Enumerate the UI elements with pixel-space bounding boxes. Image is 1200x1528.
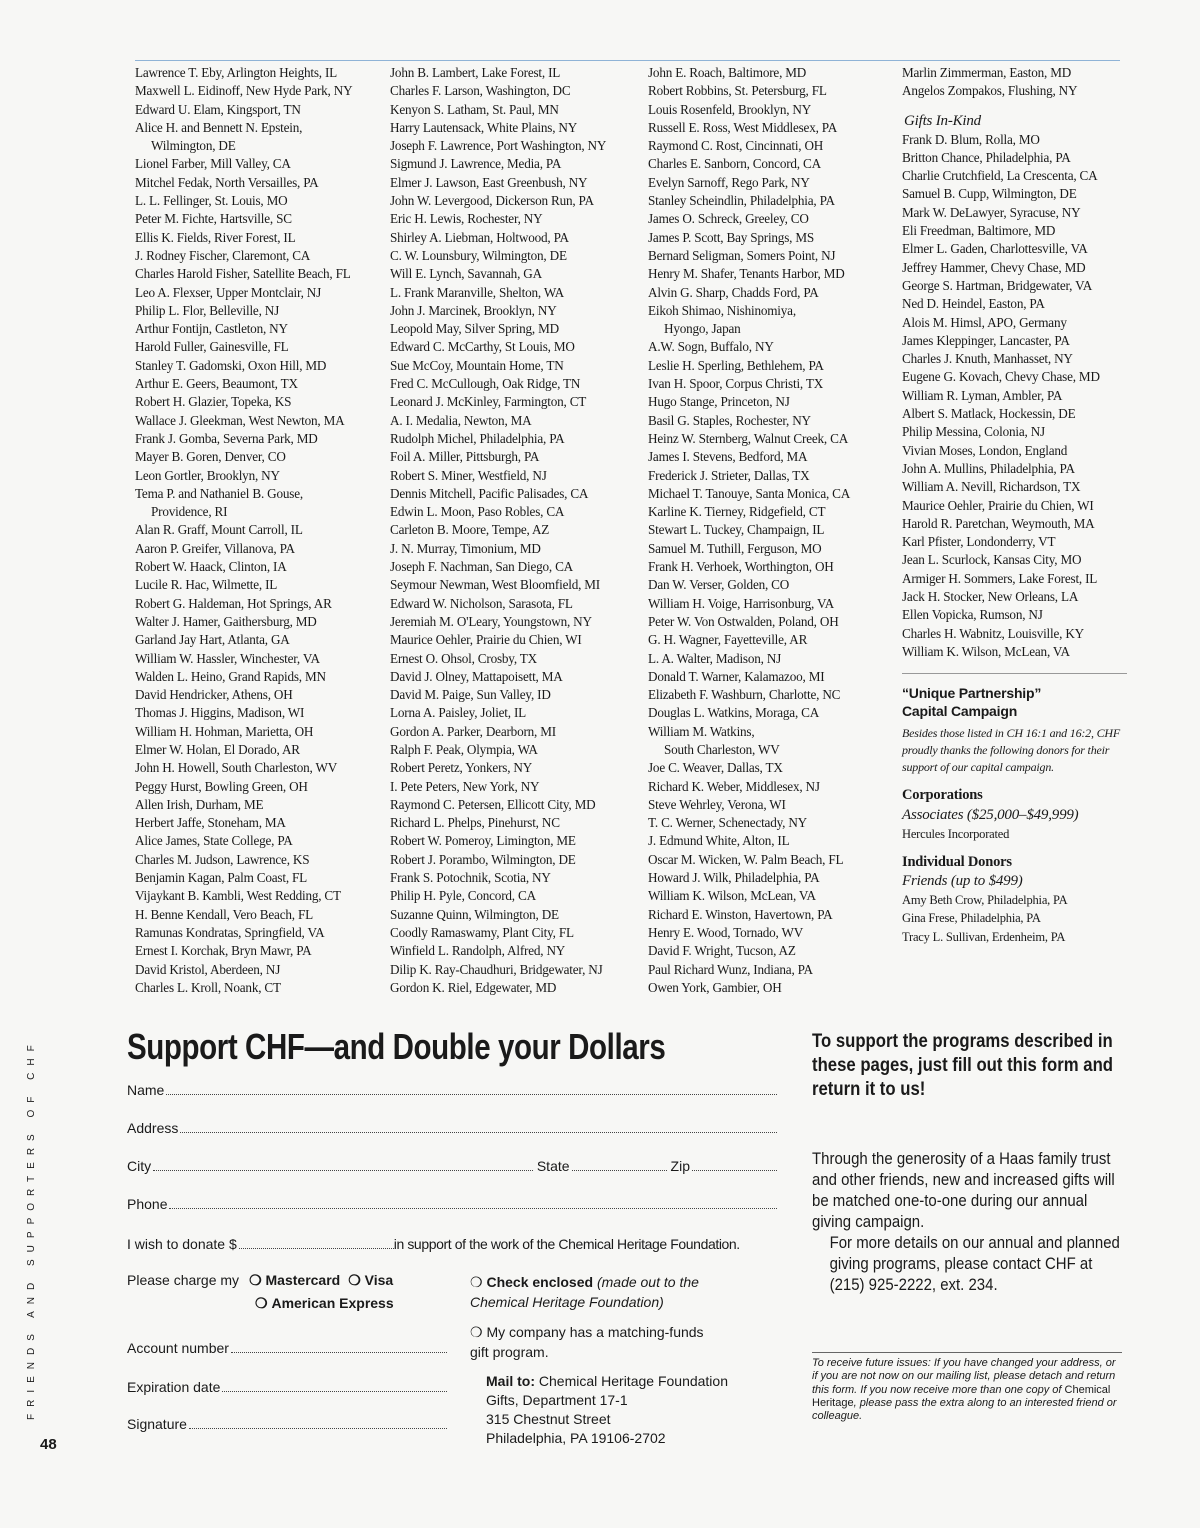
donor-entry: Richard K. Weber, Middlesex, NJ [648, 778, 820, 794]
donor-entry: Mayer B. Goren, Denver, CO [135, 449, 286, 465]
divider [902, 673, 1127, 674]
donor-entry: Jeremiah M. O'Leary, Youngstown, NY [390, 613, 592, 629]
donor-entry: Robert W. Haack, Clinton, IA [135, 559, 287, 575]
associates-tier: Associates ($25,000–$49,999) [902, 806, 1079, 823]
friend-donor: Amy Beth Crow, Philadelphia, PA [902, 893, 1068, 908]
gift-in-kind-donor: Charles H. Wabnitz, Louisville, KY [902, 625, 1084, 641]
donor-entry: Eric H. Lewis, Rochester, NY [390, 211, 543, 227]
gift-in-kind-donor: Ellen Vopicka, Rumson, NJ [902, 607, 1043, 623]
donor-entry: Tema P. and Nathaniel B. Gouse, [135, 485, 303, 501]
donor-entry: Evelyn Sarnoff, Rego Park, NY [648, 174, 810, 190]
donor-entry: G. H. Wagner, Fayetteville, AR [648, 632, 808, 648]
donor-entry: Arthur E. Geers, Beaumont, TX [135, 376, 298, 392]
donor-entry: Hugo Stange, Princeton, NJ [648, 394, 790, 410]
donor-entry: Howard J. Wilk, Philadelphia, PA [648, 870, 820, 886]
donor-entry: Louis Rosenfeld, Brooklyn, NY [648, 101, 812, 117]
donor-entry: Dennis Mitchell, Pacific Palisades, CA [390, 485, 589, 501]
donor-entry: William W. Hassler, Winchester, VA [135, 650, 320, 666]
donor-entry: Ivan H. Spoor, Corpus Christi, TX [648, 376, 824, 392]
donor-entry: Stewart L. Tuckey, Champaign, IL [648, 522, 825, 538]
donor-entry: Samuel M. Tuthill, Ferguson, MO [648, 540, 822, 556]
matching-funds-checkbox[interactable]: ❍ My company has a matching-funds gift program. [470, 1324, 704, 1360]
address-field[interactable] [127, 1120, 777, 1136]
donor-entry: Oscar M. Wicken, W. Palm Beach, FL [648, 851, 844, 867]
donor-entry: Charles L. Kroll, Noank, CT [135, 979, 281, 995]
donor-entry: Marlin Zimmerman, Easton, MD [902, 65, 1072, 80]
city-label: City [127, 1158, 152, 1174]
donor-entry: Robert Robbins, St. Petersburg, FL [648, 83, 827, 99]
expiration-date-field[interactable] [127, 1379, 447, 1395]
donor-entry: Gordon A. Parker, Dearborn, MI [390, 723, 556, 739]
donor-entry: Alice James, State College, PA [135, 833, 293, 849]
donor-entry: Robert J. Porambo, Wilmington, DE [390, 851, 576, 867]
donor-entry-continued: Providence, RI [151, 504, 228, 520]
gift-in-kind-donor: William R. Lyman, Ambler, PA [902, 387, 1063, 403]
donor-entry: Ralph F. Peak, Olympia, WA [390, 741, 538, 757]
donate-amount-field[interactable] [127, 1236, 777, 1252]
individual-donors-heading: Individual Donors [902, 853, 1012, 870]
donor-entry: Lorna A. Paisley, Joliet, IL [390, 705, 527, 721]
donor-entry: Ernest I. Korchak, Bryn Mawr, PA [135, 943, 312, 959]
donor-entry: Elizabeth F. Washburn, Charlotte, NC [648, 687, 841, 703]
donor-entry: L. A. Walter, Madison, NJ [648, 650, 782, 666]
donor-entry: Wallace J. Gleekman, West Newton, MA [135, 412, 345, 428]
donor-entry: Robert S. Miner, Westfield, NJ [390, 467, 547, 483]
donor-entry: Edward W. Nicholson, Sarasota, FL [390, 595, 573, 611]
donor-entry: J. N. Murray, Timonium, MD [390, 540, 541, 556]
donor-entry: Suzanne Quinn, Wilmington, DE [390, 906, 559, 922]
donor-entry: Allen Irish, Durham, ME [135, 796, 264, 812]
donor-entry: Heinz W. Sternberg, Walnut Creek, CA [648, 430, 849, 446]
donor-entry: Coodly Ramaswamy, Plant City, FL [390, 924, 574, 940]
name-field[interactable] [127, 1082, 777, 1098]
donor-entry: Alice H. and Bennett N. Epstein, [135, 119, 303, 135]
donor-entry: Ramunas Kondratas, Springfield, VA [135, 924, 325, 940]
donor-entry: Frank H. Verhoek, Worthington, OH [648, 559, 834, 575]
donor-entry-continued: Wilmington, DE [151, 138, 236, 154]
donor-entry: Richard L. Phelps, Pinehurst, NC [390, 815, 560, 831]
donor-entry: Elmer J. Lawson, East Greenbush, NY [390, 174, 588, 190]
donor-entry: Shirley A. Liebman, Holtwood, PA [390, 229, 569, 245]
donor-entry: Lawrence T. Eby, Arlington Heights, IL [135, 65, 338, 80]
donor-column-4 [902, 64, 1127, 946]
donor-entry: Dan W. Verser, Golden, CO [648, 577, 790, 593]
donor-entry: Alan R. Graff, Mount Carroll, IL [135, 522, 303, 538]
donor-entry: J. Rodney Fischer, Claremont, CA [135, 247, 311, 263]
donor-entry: Eikoh Shimao, Nishinomiya, [648, 302, 796, 318]
donor-entry: Lucile R. Hac, Wilmette, IL [135, 577, 278, 593]
gift-in-kind-donor: George S. Hartman, Bridgewater, VA [902, 277, 1093, 293]
form-title: Support CHF—and Double your Dollars [127, 1026, 666, 1067]
zip-label: Zip [670, 1158, 690, 1174]
donor-entry: Basil G. Staples, Rochester, NY [648, 412, 811, 428]
donor-entry: Edward C. McCarthy, St Louis, MO [390, 339, 575, 355]
gift-in-kind-donor: William A. Nevill, Richardson, TX [902, 479, 1081, 495]
donor-entry: Harry Lautensack, White Plains, NY [390, 119, 578, 135]
donor-entry: Frederick J. Strieter, Dallas, TX [648, 467, 810, 483]
donor-entry: Owen York, Gambier, OH [648, 979, 782, 995]
charge-row [127, 1272, 393, 1289]
gifts-in-kind-heading: Gifts In-Kind [904, 112, 981, 129]
donor-entry: Arthur Fontijn, Castleton, NY [135, 321, 288, 337]
donor-entry: Joseph F. Lawrence, Port Washington, NY [390, 138, 607, 154]
amex-radio[interactable]: ❍ American Express [255, 1295, 394, 1311]
corporations-heading: Corporations [902, 787, 983, 804]
donor-entry: Steve Wehrley, Verona, WI [648, 796, 786, 812]
donor-entry: Charles M. Judson, Lawrence, KS [135, 851, 310, 867]
donor-entry: L. Frank Maranville, Shelton, WA [390, 284, 564, 300]
donor-entry: Ellis K. Fields, River Forest, IL [135, 229, 296, 245]
donor-entry: Garland Jay Hart, Atlanta, GA [135, 632, 290, 648]
donor-entry: Charles F. Larson, Washington, DC [390, 83, 571, 99]
donor-entry-continued: South Charleston, WV [664, 741, 780, 757]
campaign-title: “Unique Partnership” [902, 685, 1042, 702]
donor-entry: John J. Marcinek, Brooklyn, NY [390, 302, 557, 318]
address-label: Address [127, 1120, 179, 1136]
donor-entry: A. I. Medalia, Newton, MA [390, 412, 532, 428]
gift-in-kind-donor: Samuel B. Cupp, Wilmington, DE [902, 186, 1077, 202]
donor-entry: T. C. Werner, Schenectady, NY [648, 815, 807, 831]
state-label: State [536, 1158, 570, 1174]
gift-in-kind-donor: Frank D. Blum, Rolla, MO [902, 131, 1040, 147]
donor-entry: Kenyon S. Latham, St. Paul, MN [390, 101, 559, 117]
donor-entry: Dilip K. Ray-Chaudhuri, Bridgewater, NJ [390, 961, 603, 977]
donor-entry: John E. Roach, Baltimore, MD [648, 65, 807, 80]
page-number: 48 [40, 1436, 57, 1453]
city-state-zip-field[interactable] [127, 1158, 777, 1174]
donor-entry: Walden L. Heino, Grand Rapids, MN [135, 668, 326, 684]
donor-entry: C. W. Lounsbury, Wilmington, DE [390, 247, 567, 263]
donor-entry: Lionel Farber, Mill Valley, CA [135, 156, 291, 172]
friends-tier: Friends (up to $499) [902, 873, 1023, 890]
donor-entry: Angelos Zompakos, Flushing, NY [902, 83, 1078, 99]
donor-entry: Will E. Lynch, Savannah, GA [390, 266, 542, 282]
donor-entry: Paul Richard Wunz, Indiana, PA [648, 961, 813, 977]
donor-entry: Stanley Scheindlin, Philadelphia, PA [648, 193, 835, 209]
donor-entry: Carleton B. Moore, Tempe, AZ [390, 522, 550, 538]
gift-in-kind-donor: Harold R. Paretchan, Weymouth, MA [902, 515, 1095, 531]
donor-entry: Elmer W. Holan, El Dorado, AR [135, 741, 300, 757]
donor-entry: John B. Lambert, Lake Forest, IL [390, 65, 561, 80]
donor-entry: Harold Fuller, Gainesville, FL [135, 339, 289, 355]
donor-entry: William H. Hohman, Marietta, OH [135, 723, 314, 739]
donor-entry: L. L. Fellinger, St. Louis, MO [135, 193, 288, 209]
support-heading: To support the programs described in these pages, just fill out this form and return it to us! [812, 1031, 1114, 1100]
gift-in-kind-donor: Jeffrey Hammer, Chevy Chase, MD [902, 259, 1086, 275]
donor-entry: David J. Olney, Mattapoisett, MA [390, 668, 563, 684]
donor-entry: Bernard Seligman, Somers Point, NJ [648, 247, 836, 263]
phone-label: Phone [127, 1196, 168, 1212]
donor-entry: I. Pete Peters, New York, NY [390, 778, 540, 794]
donor-entry: Thomas J. Higgins, Madison, WI [135, 705, 305, 721]
associate-donor: Hercules Incorporated [902, 826, 1010, 841]
donor-entry: Raymond C. Rost, Cincinnati, OH [648, 138, 824, 154]
name-label: Name [127, 1082, 165, 1098]
donor-entry: Herbert Jaffe, Stoneham, MA [135, 815, 286, 831]
mastercard-radio[interactable]: ❍ Mastercard [249, 1272, 341, 1288]
donor-entry: Maxwell L. Eidinoff, New Hyde Park, NY [135, 83, 353, 99]
gift-in-kind-donor: Vivian Moses, London, England [902, 442, 1068, 458]
top-rule [135, 60, 1120, 61]
campaign-text: Besides those listed in CH 16:1 and 16:2, CHF proudly thanks the following donors for their support of our capital campaign. [902, 726, 1120, 775]
donor-entry: Seymour Newman, West Bloomfield, MI [390, 577, 600, 593]
friend-donor: Tracy L. Sullivan, Erdenheim, PA [902, 929, 1066, 944]
donor-entry: Leonard J. McKinley, Farmington, CT [390, 394, 587, 410]
gift-in-kind-donor: William K. Wilson, McLean, VA [902, 643, 1070, 659]
donor-entry: David F. Wright, Tucson, AZ [648, 943, 796, 959]
gift-in-kind-donor: John A. Mullins, Philadelphia, PA [902, 460, 1075, 476]
donor-entry: Leo A. Flexser, Upper Montclair, NJ [135, 284, 322, 300]
mailing-address: Mail to: Chemical Heritage Foundation Gifts, Department 17-1 315 Chestnut Street Philadelphia, PA 19106-2702 [486, 1373, 728, 1446]
donor-entry: Robert Peretz, Yonkers, NY [390, 760, 533, 776]
donor-entry: Russell E. Ross, West Middlesex, PA [648, 119, 838, 135]
visa-radio[interactable]: ❍ Visa [348, 1272, 394, 1288]
donor-entry: J. Edmund White, Alton, IL [648, 833, 790, 849]
donor-entry: H. Benne Kendall, Vero Beach, FL [135, 906, 313, 922]
donor-entry: Leslie H. Sperling, Bethlehem, PA [648, 357, 824, 373]
donor-entry: Raymond C. Petersen, Ellicott City, MD [390, 796, 596, 812]
gift-in-kind-donor: Alois M. Himsl, APO, Germany [902, 314, 1067, 330]
donor-entry: Philip H. Pyle, Concord, CA [390, 888, 536, 904]
donor-entry: Sigmund J. Lawrence, Media, PA [390, 156, 562, 172]
gift-in-kind-donor: Ned D. Heindel, Easton, PA [902, 296, 1045, 312]
donor-entry: William H. Voige, Harrisonburg, VA [648, 595, 834, 611]
donor-entry: David M. Paige, Sun Valley, ID [390, 687, 551, 703]
donor-entry: Mitchel Fedak, North Versailles, PA [135, 174, 319, 190]
donor-entry-continued: Hyongo, Japan [664, 321, 741, 337]
donor-entry: Robert H. Glazier, Topeka, KS [135, 394, 292, 410]
phone-field[interactable] [127, 1196, 777, 1212]
donor-entry: Henry E. Wood, Tornado, WV [648, 924, 804, 940]
donor-entry: Vijaykant B. Kambli, West Redding, CT [135, 888, 341, 904]
donor-column-2 [390, 64, 645, 997]
gift-in-kind-donor: Eli Freedman, Baltimore, MD [902, 223, 1056, 239]
donor-entry: Leon Gortler, Brooklyn, NY [135, 467, 280, 483]
donor-entry: Henry M. Shafer, Tenants Harbor, MD [648, 266, 845, 282]
donor-entry: Sue McCoy, Mountain Home, TN [390, 357, 564, 373]
account-number-field[interactable] [127, 1340, 447, 1356]
support-body: Through the generosity of a Haas family trust and other friends, new and increased gifts will be matched one-to-one during our annual giving campaign. For more details on our annual and planned giving programs, please contact CHF at (215) 925-2222, ext. 234. [812, 1149, 1120, 1294]
expiration-label: Expiration date [127, 1379, 221, 1395]
signature-label: Signature [127, 1416, 187, 1432]
donor-entry: Ernest O. Ohsol, Crosby, TX [390, 650, 537, 666]
donor-entry: Benjamin Kagan, Palm Coast, FL [135, 870, 308, 886]
donor-entry: Richard E. Winston, Havertown, PA [648, 906, 833, 922]
donor-column-1 [135, 64, 385, 997]
donor-entry: James P. Scott, Bay Springs, MS [648, 229, 814, 245]
gift-in-kind-donor: Elmer L. Gaden, Charlottesville, VA [902, 241, 1088, 257]
donor-entry: Douglas L. Watkins, Moraga, CA [648, 705, 820, 721]
donor-entry: Winfield L. Randolph, Alfred, NY [390, 943, 566, 959]
donor-entry: John H. Howell, South Charleston, WV [135, 760, 338, 776]
donor-entry: Frank S. Potochnik, Scotia, NY [390, 870, 551, 886]
signature-field[interactable] [127, 1416, 447, 1432]
donor-entry: Edward U. Elam, Kingsport, TN [135, 101, 301, 117]
donor-entry: James I. Stevens, Bedford, MA [648, 449, 808, 465]
donor-entry: David Hendricker, Athens, OH [135, 687, 293, 703]
donor-entry: Donald T. Warner, Kalamazoo, MI [648, 668, 825, 684]
donor-column-3 [648, 64, 898, 997]
campaign-subtitle: Capital Campaign [902, 703, 1018, 720]
donor-entry: John W. Levergood, Dickerson Run, PA [390, 193, 594, 209]
gift-in-kind-donor: Philip Messina, Colonia, NJ [902, 424, 1045, 440]
gift-in-kind-donor: Charles J. Knuth, Manhasset, NY [902, 351, 1073, 367]
donor-entry: Joe C. Weaver, Dallas, TX [648, 760, 783, 776]
donor-entry: Robert G. Haldeman, Hot Springs, AR [135, 595, 332, 611]
donor-entry: Leopold May, Silver Spring, MD [390, 321, 559, 337]
donor-entry: William M. Watkins, [648, 723, 755, 739]
donor-entry: Maurice Oehler, Prairie du Chien, WI [390, 632, 582, 648]
donate-label: I wish to donate $ [127, 1236, 237, 1252]
donor-entry: Gordon K. Riel, Edgewater, MD [390, 979, 557, 995]
friend-donor: Gina Frese, Philadelphia, PA [902, 911, 1041, 926]
donor-entry: Robert W. Pomeroy, Limington, ME [390, 833, 576, 849]
donor-entry: Michael T. Tanouye, Santa Monica, CA [648, 485, 851, 501]
gift-in-kind-donor: Armiger H. Sommers, Lake Forest, IL [902, 570, 1098, 586]
donor-entry: A.W. Sogn, Buffalo, NY [648, 339, 774, 355]
side-label: FRIENDS AND SUPPORTERS OF CHF [26, 1038, 37, 1420]
donor-entry: Karline K. Tierney, Ridgefield, CT [648, 504, 826, 520]
gift-in-kind-donor: Britton Chance, Philadelphia, PA [902, 149, 1071, 165]
donor-entry: Charles E. Sanborn, Concord, CA [648, 156, 821, 172]
gift-in-kind-donor: Charlie Crutchfield, La Crescenta, CA [902, 168, 1098, 184]
donor-entry: James O. Schreck, Greeley, CO [648, 211, 809, 227]
donor-entry: David Kristol, Aberdeen, NJ [135, 961, 281, 977]
gift-in-kind-donor: Eugene G. Kovach, Chevy Chase, MD [902, 369, 1100, 385]
donor-entry: Philip L. Flor, Belleville, NJ [135, 302, 280, 318]
gift-in-kind-donor: Mark W. DeLawyer, Syracuse, NY [902, 204, 1081, 220]
charge-label: Please charge my [127, 1272, 240, 1288]
donor-entry: Alvin G. Sharp, Chadds Ford, PA [648, 284, 819, 300]
gift-in-kind-donor: Maurice Oehler, Prairie du Chien, WI [902, 497, 1094, 513]
donor-entry: Peter W. Von Ostwalden, Poland, OH [648, 613, 839, 629]
mailing-note: To receive future issues: If you have changed your address, or if you are not now on our mailing list, please detach and return this form. If you now receive more than one copy of Chemical Heritage, please pass the extra along to an interested friend or colleague. [812, 1352, 1122, 1423]
gift-in-kind-donor: Jean L. Scurlock, Kansas City, MO [902, 552, 1082, 568]
donor-entry: Stanley T. Gadomski, Oxon Hill, MD [135, 357, 327, 373]
gift-in-kind-donor: Karl Pfister, Londonderry, VT [902, 534, 1056, 550]
account-label: Account number [127, 1340, 229, 1356]
gift-in-kind-donor: Jack H. Stocker, New Orleans, LA [902, 589, 1079, 605]
check-radio[interactable]: ❍ Check enclosed (made out to the Chemical Heritage Foundation) [470, 1274, 699, 1310]
donor-entry: Frank J. Gomba, Severna Park, MD [135, 430, 318, 446]
donor-entry: Charles Harold Fisher, Satellite Beach, FL [135, 266, 351, 282]
donor-entry: Foil A. Miller, Pittsburgh, PA [390, 449, 540, 465]
donor-entry: Edwin L. Moon, Paso Robles, CA [390, 504, 565, 520]
donor-entry: Rudolph Michel, Philadelphia, PA [390, 430, 565, 446]
donor-entry: Peter M. Fichte, Hartsville, SC [135, 211, 292, 227]
gift-in-kind-donor: Albert S. Matlack, Hockessin, DE [902, 406, 1076, 422]
gift-in-kind-donor: James Kleppinger, Lancaster, PA [902, 332, 1070, 348]
donor-entry: Peggy Hurst, Bowling Green, OH [135, 778, 308, 794]
donor-entry: Walter J. Hamer, Gaithersburg, MD [135, 613, 317, 629]
donor-entry: Aaron P. Greifer, Villanova, PA [135, 540, 295, 556]
donor-entry: Fred C. McCullough, Oak Ridge, TN [390, 376, 581, 392]
donor-entry: Joseph F. Nachman, San Diego, CA [390, 559, 574, 575]
donor-entry: William K. Wilson, McLean, VA [648, 888, 816, 904]
donate-tail: in support of the work of the Chemical Heritage Foundation. [393, 1236, 740, 1252]
